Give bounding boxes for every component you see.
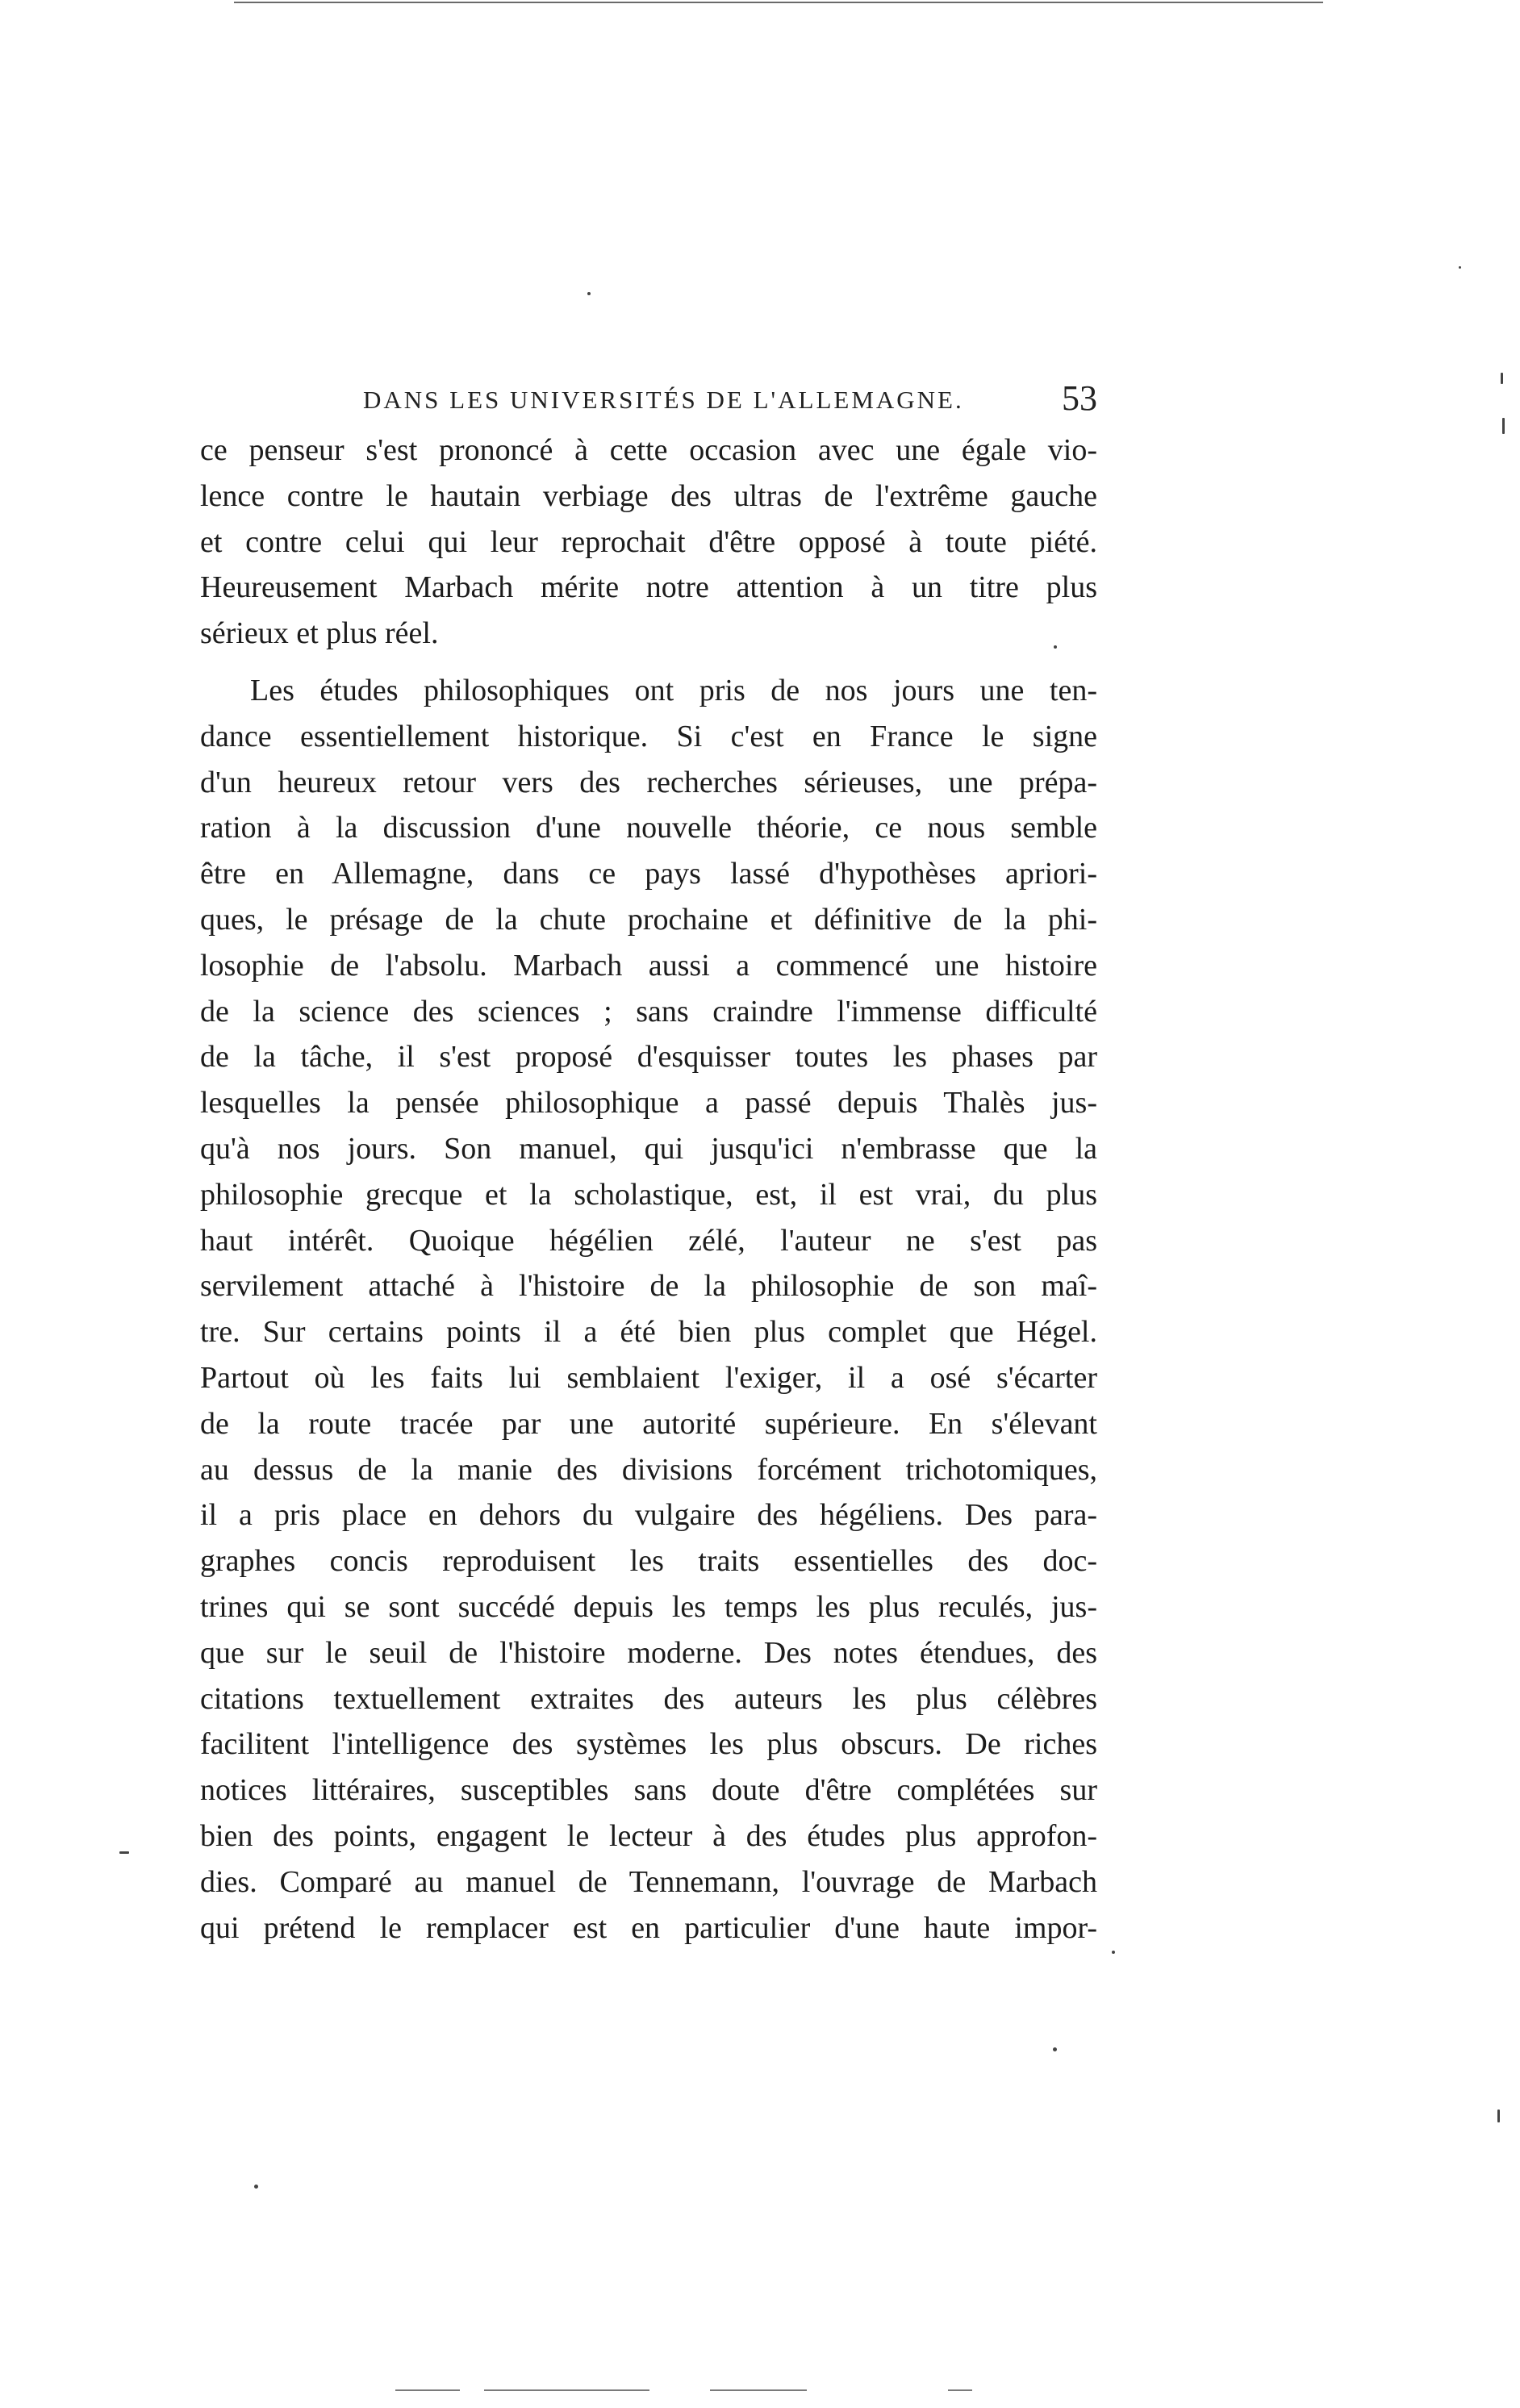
text-line: lence contre le hautain verbiage des ultras de l'extrême gauche [200, 478, 1097, 513]
text-line: Heureusement Marbach mérite notre attention à un titre plus [200, 570, 1097, 605]
paragraph-1 [200, 428, 1097, 657]
scan-speck [1501, 373, 1503, 384]
text-line: dance essentiellement historique. Si c'est en France le signe [200, 719, 1097, 753]
scan-speck [1053, 2047, 1057, 2051]
text-line: notices littéraires, susceptibles sans doute d'être complétées sur [200, 1773, 1097, 1808]
text-line: philosophie grecque et la scholastique, est, il est vrai, du plus [200, 1177, 1097, 1212]
page-number: 53 [1062, 378, 1097, 418]
bottom-edge-rule [395, 2389, 460, 2391]
text-line: ration à la discussion d'une nouvelle théorie, ce nous semble [200, 811, 1097, 845]
text-line: losophie de l'absolu. Marbach aussi a commencé une histoire [200, 948, 1097, 983]
text-line: qui prétend le remplacer est en particulier d'une haute impor- [200, 1910, 1097, 1945]
text-line: servilement attaché à l'histoire de la philosophie de son maî- [200, 1269, 1097, 1304]
text-line: être en Allemagne, dans ce pays lassé d'hypothèses apriori- [200, 857, 1097, 891]
page-header [363, 378, 1097, 426]
text-line: Partout où les faits lui semblaient l'exiger, il a osé s'écarter [200, 1360, 1097, 1395]
body-text [200, 428, 1097, 1951]
scan-speck [587, 292, 591, 295]
text-line: d'un heureux retour vers des recherches sérieuses, une prépa- [200, 765, 1097, 799]
text-line: sérieux et plus réel. [200, 616, 439, 651]
text-line: Les études philosophiques ont pris de nos jours une ten- [250, 673, 1097, 707]
text-line: de la tâche, il s'est proposé d'esquisser toutes les phases par [200, 1040, 1097, 1075]
text-line: citations textuellement extraites des auteurs les plus célèbres [200, 1681, 1097, 1716]
text-line: lesquelles la pensée philosophique a passé depuis Thalès jus- [200, 1086, 1097, 1121]
text-line: haut intérêt. Quoique hégélien zélé, l'auteur ne s'est pas [200, 1223, 1097, 1258]
text-line: et contre celui qui leur reprochait d'être opposé à toute piété. [200, 524, 1097, 559]
text-line: graphes concis reproduisent les traits essentielles des doc- [200, 1544, 1097, 1579]
text-line: de la science des sciences ; sans craindre l'immense difficulté [200, 994, 1097, 1029]
text-line: ce penseur s'est prononcé à cette occasion avec une égale vio- [200, 433, 1097, 467]
scan-speck [1112, 1951, 1115, 1954]
text-line: ques, le présage de la chute prochaine et définitive de la phi- [200, 902, 1097, 937]
bottom-edge-rule [710, 2389, 807, 2391]
scan-speck [119, 1851, 129, 1854]
text-line: il a pris place en dehors du vulgaire des hégéliens. Des para- [200, 1498, 1097, 1533]
scan-speck [1497, 2110, 1500, 2122]
text-line: bien des points, engagent le lecteur à des études plus approfon- [200, 1818, 1097, 1853]
scan-speck [1502, 418, 1505, 434]
scan-speck [1054, 645, 1057, 649]
text-line: que sur le seuil de l'histoire moderne. Des notes étendues, des [200, 1635, 1097, 1670]
text-line: tre. Sur certains points il a été bien plus complet que Hégel. [200, 1315, 1097, 1350]
text-line: dies. Comparé au manuel de Tennemann, l'ouvrage de Marbach [200, 1864, 1097, 1899]
text-line: de la route tracée par une autorité supérieure. En s'élevant [200, 1406, 1097, 1441]
text-line: facilitent l'intelligence des systèmes les plus obscurs. De riches [200, 1727, 1097, 1762]
bottom-edge-rule [484, 2389, 649, 2391]
scan-speck [1459, 266, 1461, 269]
text-line: trines qui se sont succédé depuis les temps les plus reculés, jus- [200, 1589, 1097, 1624]
bottom-edge-rule [948, 2389, 972, 2391]
paragraph-2 [200, 668, 1097, 1951]
top-edge-rule [234, 2, 1323, 3]
text-line: au dessus de la manie des divisions forcément trichotomiques, [200, 1452, 1097, 1487]
running-head: DANS LES UNIVERSITÉS DE L'ALLEMAGNE. [363, 386, 964, 414]
text-line: qu'à nos jours. Son manuel, qui jusqu'ici n'embrasse que la [200, 1131, 1097, 1166]
scan-speck [254, 2185, 258, 2189]
